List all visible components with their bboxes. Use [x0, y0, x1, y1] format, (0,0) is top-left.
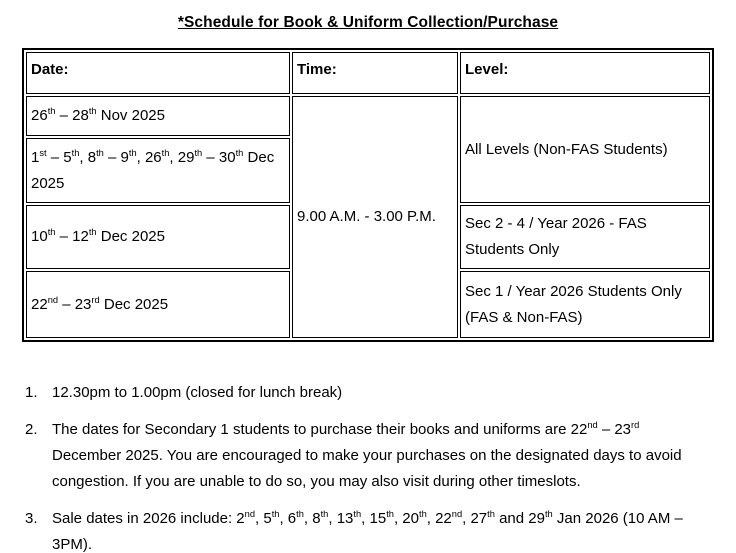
- time-cell: 9.00 A.M. - 3.00 P.M.: [292, 96, 458, 338]
- note-number: 1.: [25, 384, 38, 401]
- table-row: [26, 96, 710, 136]
- date-cell-dec-10-12: 10th – 12th Dec 2025: [26, 205, 290, 269]
- column-header-level: Level:: [460, 52, 710, 94]
- level-cell-sec-1: Sec 1 / Year 2026 Students Only (FAS & Non-FAS): [460, 271, 710, 338]
- note-text: 12.30pm to 1.00pm (closed for lunch break): [52, 384, 343, 401]
- level-cell-all-levels: All Levels (Non-FAS Students): [460, 96, 710, 203]
- date-cell-dec-multi: 1st – 5th, 8th – 9th, 26th, 29th – 30th Dec 2025: [26, 138, 290, 203]
- column-header-time: Time:: [292, 52, 458, 94]
- date-cell-dec-22-23: 22nd – 23rd Dec 2025: [26, 271, 290, 338]
- date-cell-nov-26-28: 26th – 28th Nov 2025: [26, 96, 290, 136]
- note-item-sec1-dates: [25, 417, 712, 495]
- table-header-row: [26, 52, 710, 94]
- note-text: The dates for Secondary 1 students to purchase their books and uniforms are 22nd – 23rd December 2025. You are encouraged to make your purchases on the designated days to avoid congestion. If you are unable to do so, you may also visit during other timeslots.: [52, 420, 682, 490]
- level-cell-sec-2-4: Sec 2 - 4 / Year 2026 - FAS Students Only: [460, 205, 710, 269]
- page-title: *Schedule for Book & Uniform Collection/Purchase: [177, 14, 559, 31]
- note-text: Sale dates in 2026 include: 2nd, 5th, 6th, 8th, 13th, 15th, 20th, 22nd, 27th and 29th Jan 2026 (10 AM – 3PM).: [52, 509, 683, 553]
- note-number: 2.: [25, 421, 38, 438]
- note-number: 3.: [25, 510, 38, 527]
- column-header-date: Date:: [26, 52, 290, 94]
- note-item-lunch-break: [25, 380, 712, 406]
- schedule-table: [22, 48, 714, 342]
- notes-list: [25, 380, 712, 553]
- note-item-2026-sale-dates: [25, 506, 712, 553]
